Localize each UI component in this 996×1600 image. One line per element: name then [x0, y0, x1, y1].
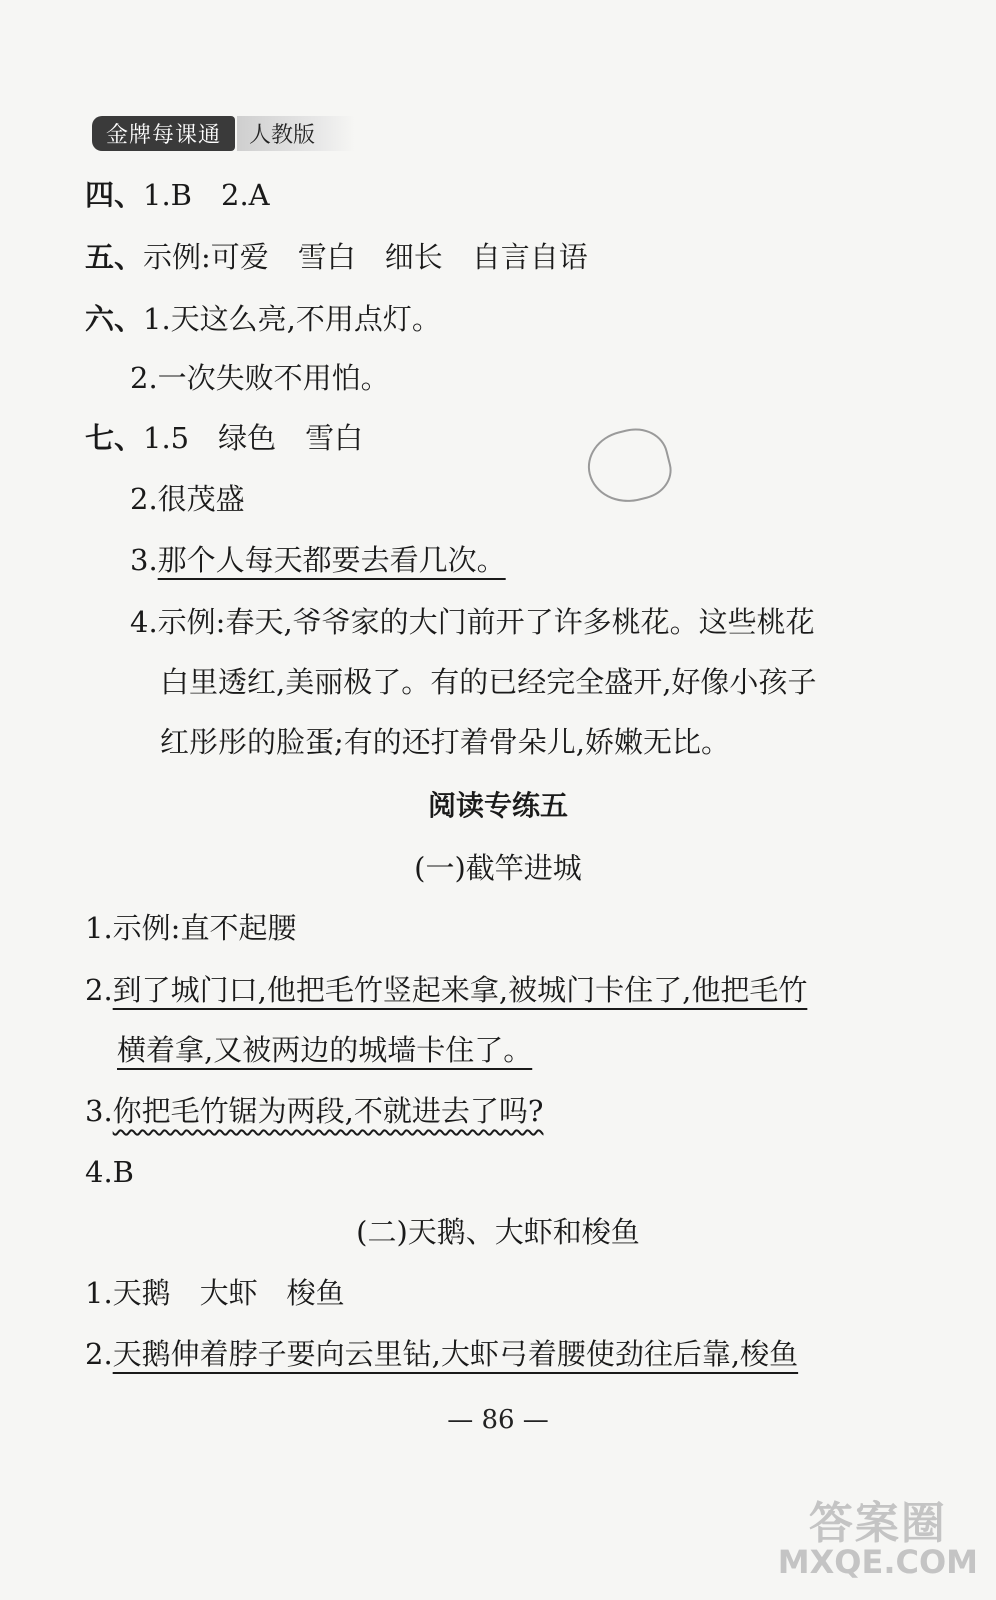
answer-q5: [85, 237, 588, 277]
part2-answer2-line1: [85, 1334, 798, 1374]
page-number: — 86 —: [447, 1405, 549, 1435]
q5-number: 五、: [85, 240, 144, 274]
part1-answer2-number: 2.: [85, 973, 113, 1007]
answer-q7-item3: [130, 540, 506, 580]
series-badge: 金牌每课通: [92, 116, 235, 151]
part1-answer3-text: 你把毛竹锯为两段,不就进去了吗?: [112, 1094, 544, 1128]
edition-label: 人教版: [237, 116, 355, 151]
answer-q6-item2: 2.一次失败不用怕。: [130, 361, 390, 395]
part1-title: (一)截竿进城: [414, 851, 582, 885]
part1-answer2-line2: [117, 1030, 532, 1070]
answer-q7-item2: 2.很茂盛: [130, 482, 245, 516]
part1-answer2-text2: 横着拿,又被两边的城墙卡住了。: [117, 1033, 533, 1067]
section-title: 阅读专练五: [427, 789, 568, 822]
q7-number: 七、: [85, 421, 144, 455]
part1-answer3: [85, 1091, 543, 1131]
answer-q7-item1: [85, 418, 363, 458]
site-watermark: [777, 1498, 978, 1581]
part2-answer1: 1.天鹅 大虾 梭鱼: [85, 1276, 345, 1310]
answer-q7-item4-line3: 红彤彤的脸蛋;有的还打着骨朵儿,娇嫩无比。: [160, 725, 730, 759]
part1-answer2-line1: [85, 970, 807, 1010]
part2-answer2-number: 2.: [85, 1337, 113, 1371]
q6-item1-text: 1.天这么亮,不用点灯。: [143, 302, 441, 336]
part2-answer2-text1: 天鹅伸着脖子要向云里钻,大虾弓着腰使劲往后靠,梭鱼: [112, 1337, 799, 1371]
q7-item3-number: 3.: [130, 543, 158, 577]
q6-number: 六、: [85, 302, 144, 336]
q5-text: 示例:可爱 雪白 细长 自言自语: [143, 240, 588, 274]
faint-stamp-mark: [581, 421, 678, 511]
part1-answer3-number: 3.: [85, 1094, 113, 1128]
watermark-logo: 答案圈: [808, 1498, 947, 1549]
watermark-url: MXQE.COM: [777, 1543, 978, 1581]
q7-item3-text: 那个人每天都要去看几次。: [157, 543, 506, 577]
answer-q4: [85, 175, 270, 215]
q4-text: 1.B 2.A: [143, 178, 270, 212]
part1-answer2-text1: 到了城门口,他把毛竹竖起来拿,被城门卡住了,他把毛竹: [112, 973, 808, 1007]
part1-answer1: 1.示例:直不起腰: [85, 911, 297, 945]
answer-q6-item1: [85, 299, 441, 339]
q4-number: 四、: [85, 178, 144, 212]
book-header: [92, 118, 355, 148]
q7-item1-text: 1.5 绿色 雪白: [143, 421, 364, 455]
answer-q7-item4-line1: 4.示例:春天,爷爷家的大门前开了许多桃花。这些桃花: [130, 605, 815, 639]
part1-answer4: 4.B: [85, 1155, 134, 1189]
answer-q7-item4-line2: 白里透红,美丽极了。有的已经完全盛开,好像小孩子: [160, 665, 817, 699]
part2-title: (二)天鹅、大虾和梭鱼: [356, 1215, 640, 1249]
